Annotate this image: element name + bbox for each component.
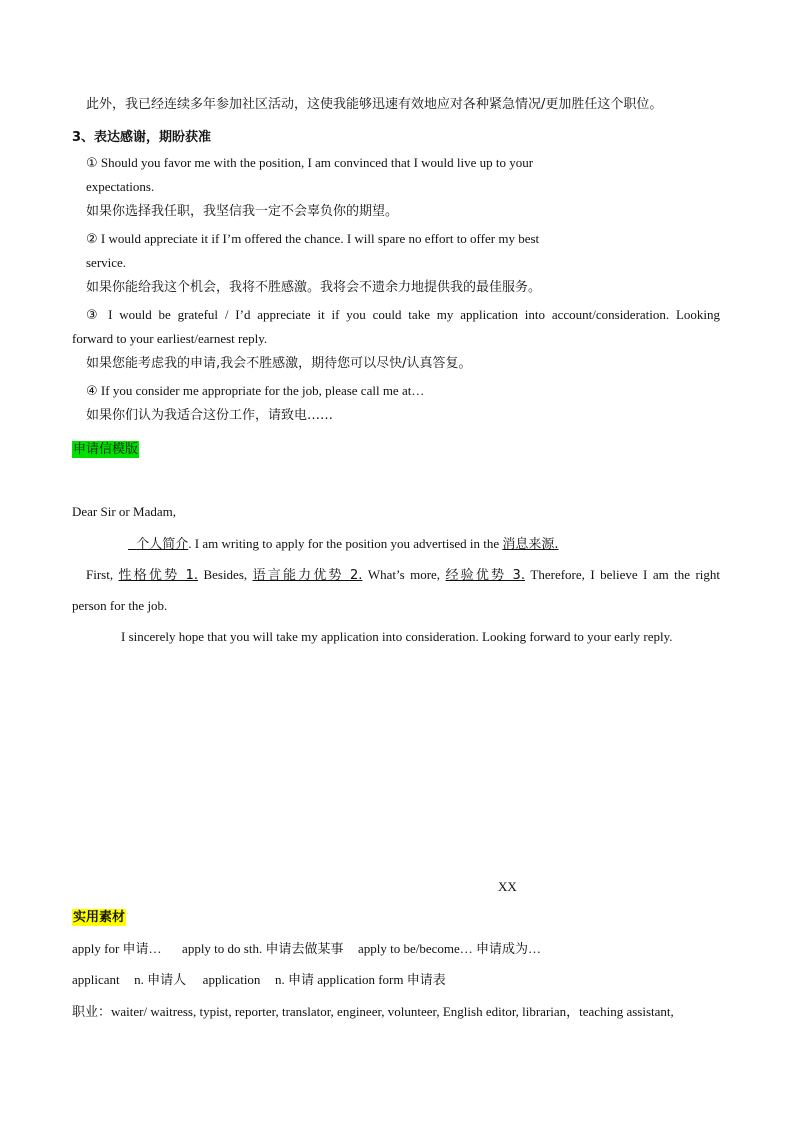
blank-info-source: 消息来源. (502, 537, 559, 552)
item-english: If you consider me appropriate for the job, please call me at… (100, 383, 425, 398)
item-english: I would appreciate it if I’m offered the chance. I will spare no effort to offer my best (100, 231, 540, 246)
item-chinese: 如果你们认为我适合这份工作，请致电…… (86, 408, 334, 423)
letter-signature: XX (498, 879, 517, 894)
phrase-item-3 (86, 306, 720, 325)
phrase-item-4 (86, 382, 424, 401)
letter-greeting: Dear Sir or Madam, (72, 504, 176, 519)
material-apply-to-do: apply to do sth. 申请去做某事 (182, 941, 344, 956)
item-english: I would be grateful / I’d appreciate it if you could take my application into account/consideration. Looking (108, 307, 721, 322)
material-applicant-def: n. 申请人 (134, 972, 187, 987)
item-english: Should you favor me with the position, I am convinced that I would live up to your (100, 155, 534, 170)
material-apply-for: apply for 申请… (72, 941, 162, 956)
material-application: application (202, 972, 261, 987)
item-number: ② (86, 232, 98, 247)
phrase-item-2 (86, 230, 539, 249)
item-chinese: 如果你能给我这个机会，我将不胜感激。我将会不遗余力地提供我的最佳服务。 (86, 280, 542, 295)
item-chinese: 如果你选择我任职，我坚信我一定不会辜负你的期望。 (86, 204, 399, 219)
letter-p1-text: . I am writing to apply for the position you advertised in the (188, 536, 503, 551)
item-number: ① (86, 156, 98, 171)
material-application-form: application form 申请表 (317, 972, 446, 987)
item-chinese: 如果您能考虑我的申请,我会不胜感激，期待您可以尽快/认真答复。 (86, 356, 472, 371)
template-title (72, 441, 139, 459)
item-english-cont: expectations. (86, 179, 155, 194)
word-therefore: Therefore, I believe I am the right (530, 567, 721, 582)
letter-paragraph-2-cont: person for the job. (72, 598, 168, 613)
word-first: First, (86, 567, 114, 582)
materials-line-1 (72, 940, 541, 958)
materials-title (72, 909, 126, 927)
jobs-label: 职业： (72, 1005, 112, 1020)
word-besides: Besides, (203, 567, 248, 582)
letter-paragraph-1 (128, 535, 559, 554)
materials-line-2 (72, 971, 446, 989)
material-application-def: n. 申请 (274, 972, 314, 987)
letter-paragraph-3: I sincerely hope that you will take my application into consideration. Looking forward to your early reply. (121, 629, 673, 644)
materials-jobs (72, 1003, 674, 1022)
material-applicant: applicant (72, 972, 120, 987)
template-title-highlight: 申请信模版 (73, 442, 139, 457)
item-number: ④ (86, 384, 98, 399)
item-english-cont: forward to your earliest/earnest reply. (72, 331, 268, 346)
material-apply-to-be: apply to be/become… 申请成为… (357, 941, 542, 956)
item-number: ③ (86, 308, 102, 323)
letter-paragraph-2 (86, 566, 720, 585)
phrase-item-1 (86, 154, 533, 173)
materials-title-highlight: 实用素材 (73, 910, 126, 925)
intro-line: 此外，我已经连续多年参加社区活动，这使我能够迅速有效地应对各种紧急情况/更加胜任这个职位。 (86, 97, 663, 112)
blank-personal-intro: 个人简介 (136, 537, 189, 552)
blank-experience: 经验优势 3. (445, 568, 525, 583)
section-title: 3、表达感谢，期盼获准 (72, 130, 212, 145)
blank-language: 语言能力优势 2. (252, 568, 363, 583)
word-whats-more: What’s more, (367, 567, 441, 582)
jobs-list: waiter/ waitress, typist, reporter, translator, engineer, volunteer, English editor, librarian，teaching assistant, (111, 1004, 674, 1019)
blank-personality: 性格优势 1. (118, 568, 198, 583)
item-english-cont: service. (86, 255, 127, 270)
